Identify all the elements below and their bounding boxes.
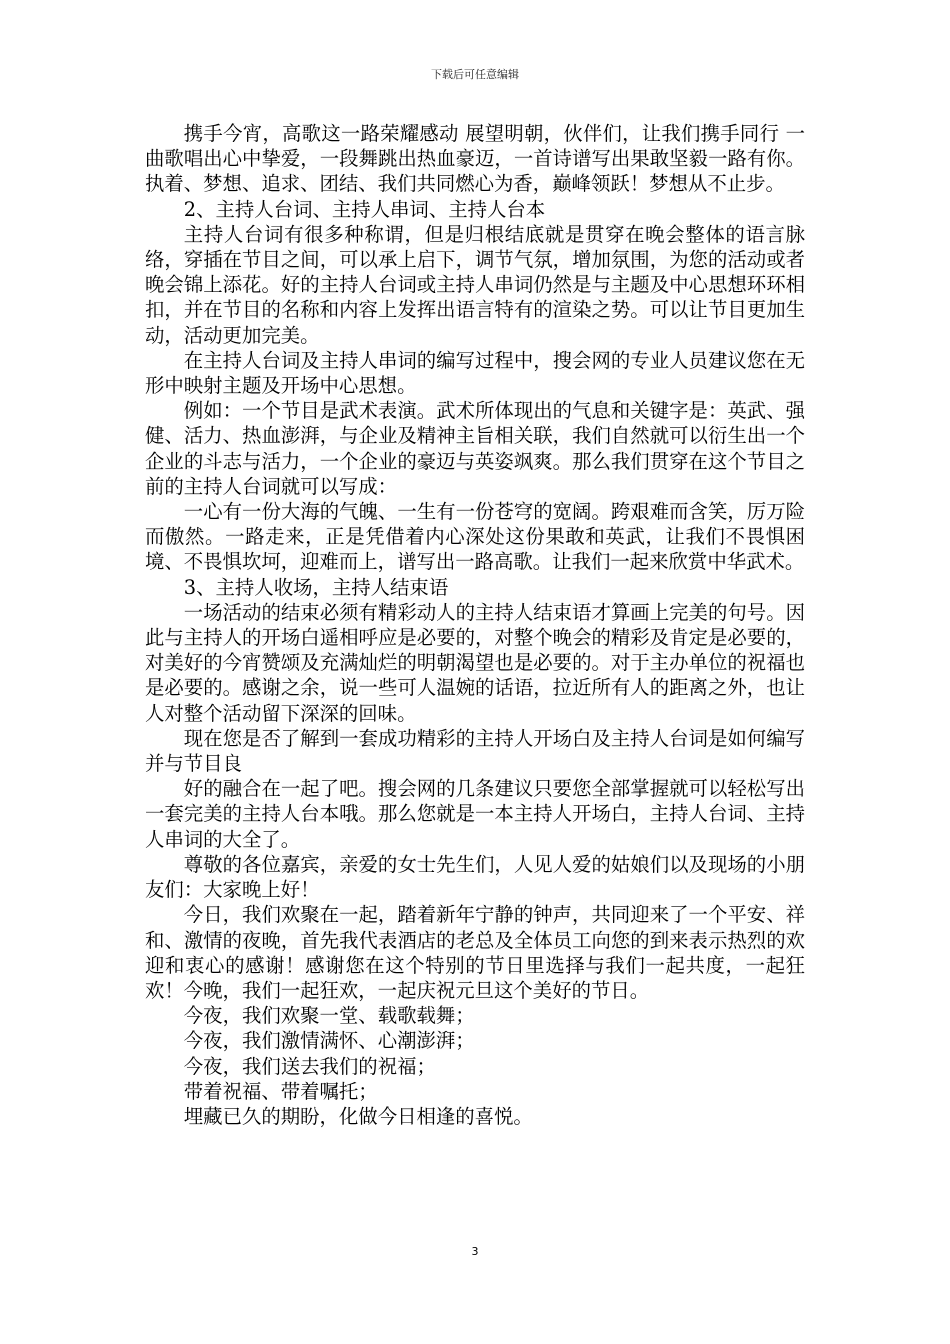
paragraph: 埋藏已久的期盼，化做今日相逢的喜悦。 — [183, 1104, 533, 1128]
paragraph: 一心有一份大海的气魄、一生有一份苍穹的宽阔。跨艰难而含笑，厉万险而傲然。一路走来，正是凭借着内心深处这份果敢和英武，让我们不畏惧困境、不畏惧坎坷，迎难而上，谱写出一路高歌。让我们一起来欣赏中华武术。 — [145, 500, 805, 574]
paragraph: 今日，我们欢聚在一起，踏着新年宁静的钟声，共同迎来了一个平安、祥和、激情的夜晚，首先我代表酒店的老总及全体员工向您的到来表示热烈的欢迎和衷心的感谢！感谢您在这个特别的节日里选择与我们一起共度，一起狂欢！今晚，我们一起狂欢，一起庆祝元旦这个美好的节日。 — [145, 903, 805, 1002]
paragraph: 好的融合在一起了吧。搜会网的几条建议只要您全部掌握就可以轻松写出一套完美的主持人台本哦。那么您就是一本主持人开场白，主持人台词、主持人串词的大全了。 — [145, 777, 805, 851]
paragraph: 今夜，我们送去我们的祝福； — [183, 1054, 436, 1078]
section-heading: 3、主持人收场，主持人结束语 — [183, 575, 449, 599]
paragraph: 主持人台词有很多种称谓，但是归根结底就是贯穿在晚会整体的语言脉络，穿插在节目之间，可以承上启下，调节气氛，增加氛围，为您的活动或者晚会锦上添花。好的主持人台词或主持人串词仍然是与主题及中心思想环环相扣，并在节目的名称和内容上发挥出语言特有的渲染之势。可以让节目更加生动，活动更加完美。 — [145, 222, 805, 347]
paragraph: 携手今宵，高歌这一路荣耀感动 展望明朝，伙伴们，让我们携手同行 一曲歌唱出心中挚爱，一段舞跳出热血豪迈，一首诗谱写出果敢坚毅一路有你。 执着、梦想、追求、团结、我们共同燃心为香，巅峰领跃！梦想从不止步。 — [145, 122, 805, 196]
document-body — [145, 121, 805, 1129]
paragraph: 一场活动的结束必须有精彩动人的主持人结束语才算画上完美的句号。因此与主持人的开场白遥相呼应是必要的，对整个晚会的精彩及肯定是必要的，对美好的今宵赞颂及充满灿烂的明朝渴望也是必要的。对于主办单位的祝福也是必要的。感谢之余，说一些可人温婉的话语，拉近所有人的距离之外，也让人对整个活动留下深深的回味。 — [145, 600, 805, 725]
paragraph: 例如：一个节目是武术表演。武术所体现出的气息和关键字是：英武、强健、活力、热血澎湃，与企业及精神主旨相关联，我们自然就可以衍生出一个企业的斗志与活力，一个企业的豪迈与英姿飒爽。那么我们贯穿在这个节目之前的主持人台词就可以写成： — [145, 399, 805, 498]
section-heading: 2、主持人台词、主持人串词、主持人台本 — [183, 197, 546, 221]
paragraph: 现在您是否了解到一套成功精彩的主持人开场白及主持人台词是如何编写并与节目良 — [145, 726, 805, 776]
page-number: 3 — [471, 1245, 479, 1258]
paragraph: 今夜，我们欢聚一堂、载歌载舞； — [183, 1004, 475, 1028]
paragraph: 在主持人台词及主持人串词的编写过程中，搜会网的专业人员建议您在无形中映射主题及开场中心思想。 — [145, 348, 805, 398]
paragraph: 带着祝福、带着嘱托； — [183, 1079, 378, 1103]
page-header-note: 下载后可任意编辑 — [431, 68, 519, 81]
paragraph: 今夜，我们激情满怀、心潮澎湃； — [183, 1029, 475, 1053]
paragraph: 尊敬的各位嘉宾，亲爱的女士先生们，人见人爱的姑娘们以及现场的小朋友们：大家晚上好！ — [145, 852, 805, 902]
